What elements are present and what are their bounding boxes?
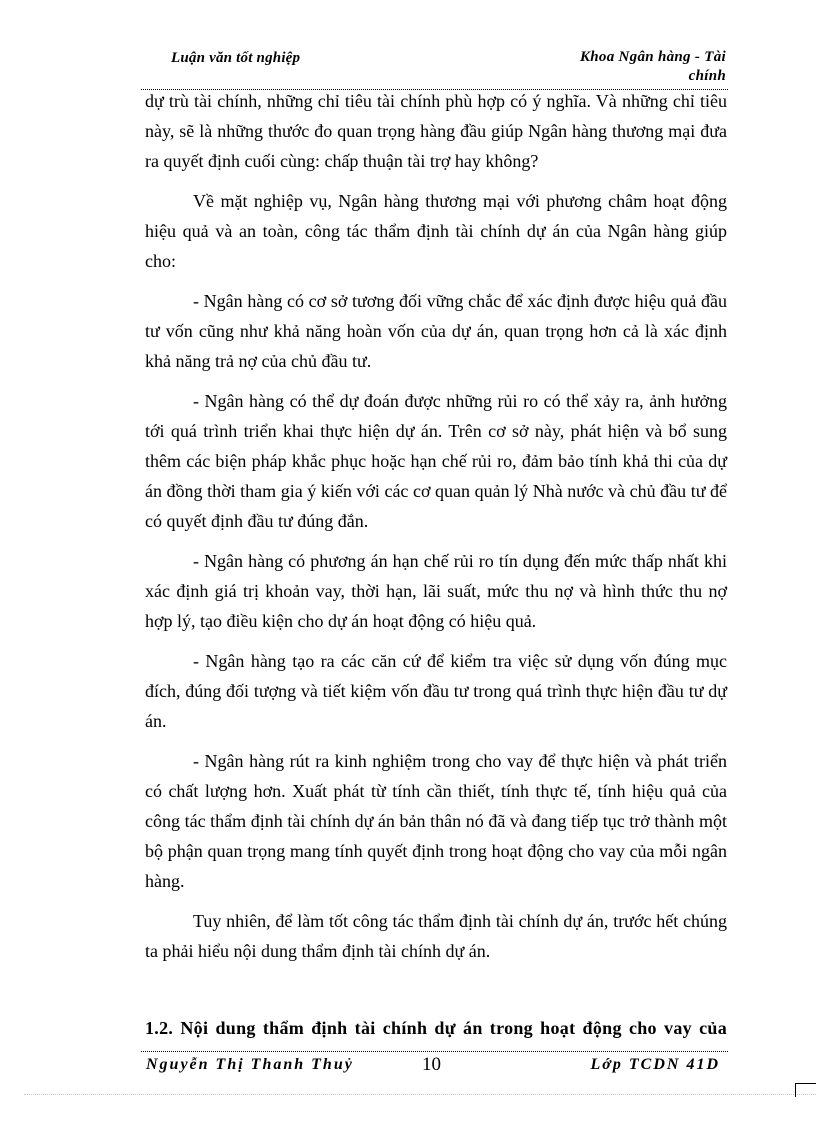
body-text <box>145 86 727 976</box>
paragraph-bullet-credit-risk: - Ngân hàng có phương án hạn chế rủi ro tín dụng đến mức thấp nhất khi xác định giá trị khoản vay, thời hạn, lãi suất, mức thu nợ và hình thức thu nợ hợp lý, tạo điều kiện cho dự án hoạt động có hiệu quả. <box>145 551 727 631</box>
header-faculty-line1: Khoa Ngân hàng - Tài <box>579 49 726 65</box>
paragraph-professional-aspect: Về mặt nghiệp vụ, Ngân hàng thương mại với phương châm hoạt động hiệu quả và an toàn, công tác thẩm định tài chính dự án của Ngân hàng giúp cho: <box>145 191 727 271</box>
paragraph-bullet-efficiency: - Ngân hàng có cơ sở tương đối vững chắc để xác định được hiệu quả đầu tư vốn cũng như khả năng hoàn vốn của dự án, quan trọng hơn cả là xác định khả năng trả nợ của chủ đầu tư. <box>145 291 727 371</box>
paragraph-intro-continuation: dự trù tài chính, những chỉ tiêu tài chính phù hợp có ý nghĩa. Và những chỉ tiêu này, sẽ là những thước đo quan trọng hàng đầu giúp Ngân hàng thương mại đưa ra quyết định cuối cùng: chấp thuận tài trợ hay không? <box>145 91 727 171</box>
paragraph-conclusion: Tuy nhiên, để làm tốt công tác thẩm định tài chính dự án, trước hết chúng ta phải hiểu nội dung thẩm định tài chính dự án. <box>145 911 727 961</box>
header-faculty-line2: chính <box>688 68 726 84</box>
footer-class: Lớp TCDN 41D <box>590 1056 720 1073</box>
footer-page-number: 10 <box>422 1054 441 1075</box>
footer-author: Nguyễn Thị Thanh Thuỷ <box>146 1056 354 1073</box>
crop-mark-horizontal <box>795 1083 816 1084</box>
section-heading: 1.2. Nội dung thẩm định tài chính dự án trong hoạt động cho vay của <box>145 1018 727 1038</box>
paragraph-bullet-experience: - Ngân hàng rút ra kinh nghiệm trong cho vay để thực hiện và phát triển có chất lượng hơn. Xuất phát từ tính cần thiết, tính thực tế, tính hiệu quả của công tác thẩm định tài chính dự án bản thân nó đã và đang tiếp tục trở thành một bộ phận quan trọng mang tính quyết định trong hoạt động cho vay của mỗi ngân hàng. <box>145 751 727 891</box>
crop-mark-vertical <box>795 1083 796 1097</box>
paragraph-bullet-risk-forecast: - Ngân hàng có thể dự đoán được những rủi ro có thể xảy ra, ảnh hưởng tới quá trình triển khai thực hiện dự án. Trên cơ sở này, phát hiện và bổ sung thêm các biện pháp khắc phục hoặc hạn chế rủi ro, đảm bảo tính khả thi của dự án đồng thời tham gia ý kiến với các cơ quan quản lý Nhà nước và chủ đầu tư để có quyết định đầu tư đúng đắn. <box>145 391 727 531</box>
header-faculty <box>526 48 726 86</box>
header-thesis-title: Luận văn tốt nghiệp <box>171 50 301 66</box>
footer-divider <box>141 1051 728 1052</box>
paragraph-bullet-capital-control: - Ngân hàng tạo ra các căn cứ để kiểm tra việc sử dụng vốn đúng mục đích, đúng đối tượng và tiết kiệm vốn đầu tư trong quá trình thực hiện đầu tư dự án. <box>145 651 727 731</box>
page-bottom-border <box>24 1094 816 1095</box>
